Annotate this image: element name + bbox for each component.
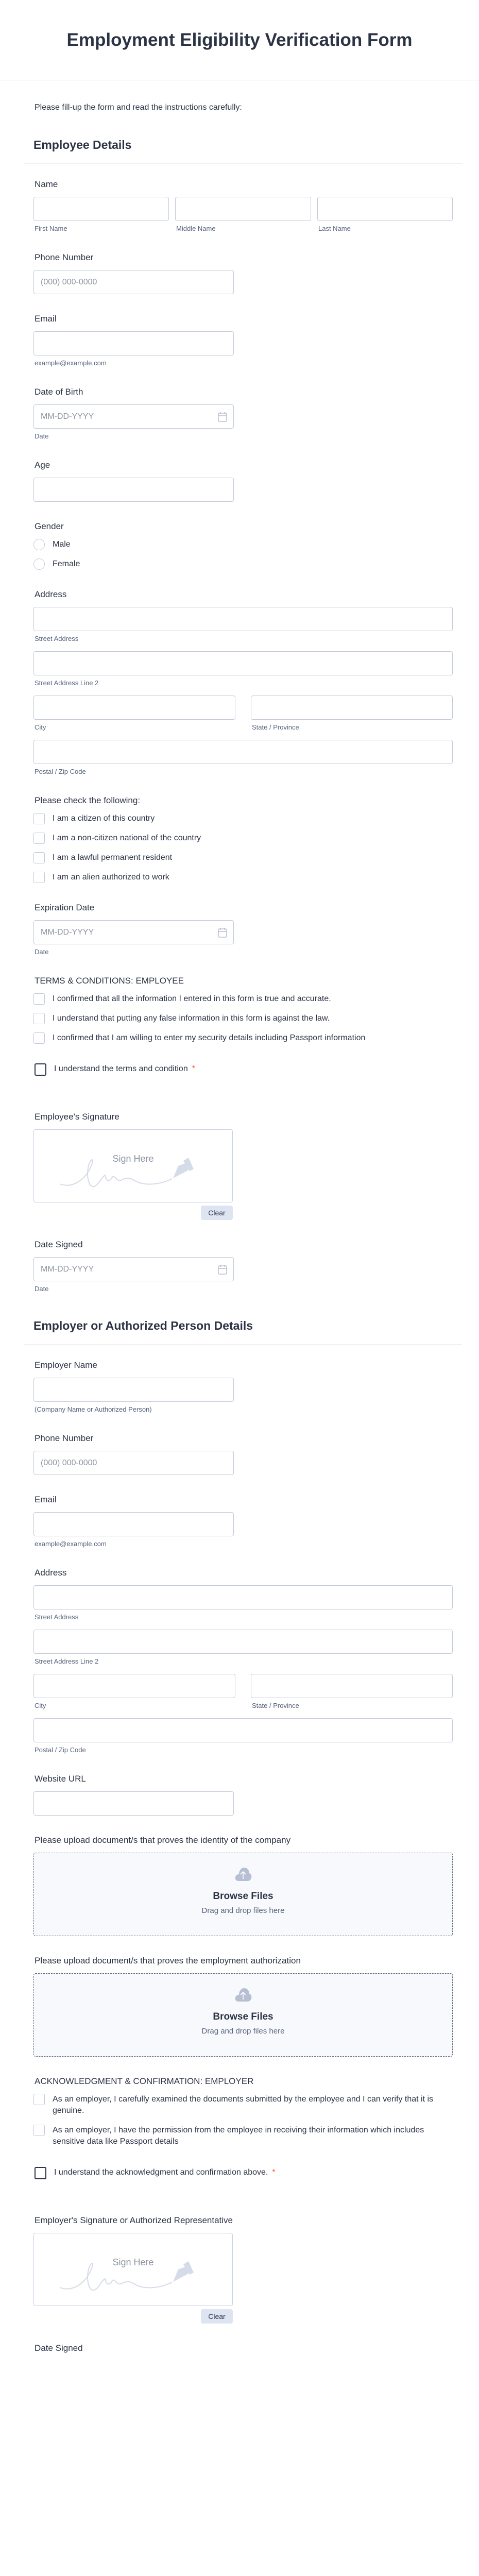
required-asterisk: *	[272, 2168, 276, 2177]
employer-address-field	[33, 1568, 453, 1754]
employer-street-sublabel: Street Address	[35, 1613, 79, 1621]
agree-terms-label	[54, 1063, 195, 1075]
form-title: Employment Eligibility Verification Form	[66, 29, 413, 50]
drag-drop-text: Drag and drop files here	[201, 2027, 285, 2036]
intro-text: Please fill-up the form and read the instructions carefully:	[35, 103, 242, 112]
gender-label: Gender	[35, 521, 64, 531]
employer-phone-field	[33, 1433, 453, 1475]
terms-heading: TERMS & CONDITIONS: EMPLOYEE	[35, 976, 184, 986]
checkbox-alien-authorized-label: I am an alien authorized to work	[53, 873, 169, 882]
employer-street-2-input[interactable]	[33, 1630, 453, 1654]
email-sublabel: example@example.com	[35, 359, 107, 367]
date-signed-field	[33, 1240, 453, 1293]
cloud-upload-icon	[234, 1987, 252, 2003]
expiration-label: Expiration Date	[35, 903, 95, 912]
employer-name-input[interactable]	[33, 1378, 234, 1402]
gender-field	[33, 521, 453, 570]
address-field	[33, 589, 453, 776]
street-address-sublabel: Street Address	[35, 635, 79, 642]
last-name-input[interactable]	[317, 197, 453, 221]
checkbox-alien-authorized[interactable]	[33, 872, 45, 883]
dob-input[interactable]	[33, 404, 234, 429]
age-field	[33, 460, 453, 502]
last-name-sublabel: Last Name	[318, 225, 351, 232]
calendar-icon[interactable]	[218, 1264, 227, 1275]
phone-label: Phone Number	[35, 252, 94, 262]
date-signed-sublabel: Date	[35, 1285, 49, 1293]
phone-field	[33, 252, 453, 294]
website-input[interactable]	[33, 1791, 234, 1816]
first-name-sublabel: First Name	[35, 225, 67, 232]
employer-signature-label: Employer's Signature or Authorized Representative	[35, 2215, 233, 2225]
checkbox-agree-terms[interactable]	[35, 1063, 46, 1076]
clear-signature-button[interactable]: Clear	[201, 1206, 233, 1220]
email-field	[33, 314, 453, 367]
age-label: Age	[35, 460, 50, 470]
checkbox-permanent-resident-label: I am a lawful permanent resident	[53, 853, 173, 862]
expiration-date-input[interactable]	[33, 920, 234, 944]
checkbox-agree-ack[interactable]	[35, 2167, 46, 2179]
checkbox-non-citizen-national[interactable]	[33, 833, 45, 844]
upload-authorization-dropzone[interactable]	[33, 1973, 453, 2057]
checkbox-citizen[interactable]	[33, 813, 45, 824]
browse-files-button[interactable]: Browse Files	[213, 1891, 273, 1902]
employer-signature-field	[33, 2215, 453, 2324]
radio-male[interactable]	[33, 539, 45, 550]
employer-state-input[interactable]	[251, 1674, 453, 1698]
street-address-input[interactable]	[33, 607, 453, 631]
expiration-placeholder: MM-DD-YYYY	[41, 928, 94, 937]
employee-signature-field	[33, 1112, 453, 1220]
form-body	[0, 103, 479, 2381]
agree-ack-text: I understand the acknowledgment and confirmation above.	[54, 2168, 268, 2177]
name-field	[33, 179, 453, 233]
first-name-input[interactable]	[33, 197, 169, 221]
employee-signature-label: Employee's Signature	[35, 1112, 119, 1122]
sign-here-text: Sign Here	[112, 2257, 154, 2267]
checkbox-terms-passport-label: I confirmed that I am willing to enter my security details including Passport information	[53, 1033, 366, 1042]
dob-label: Date of Birth	[35, 387, 83, 397]
employer-street-input[interactable]	[33, 1585, 453, 1609]
employer-email-field	[33, 1495, 453, 1548]
signature-pen-icon	[59, 2259, 213, 2295]
checkbox-ack-permission[interactable]	[33, 2125, 45, 2136]
radio-male-label: Male	[53, 540, 71, 549]
checkbox-terms-accurate[interactable]	[33, 993, 45, 1005]
dob-placeholder: MM-DD-YYYY	[41, 412, 94, 421]
terms-field	[33, 976, 453, 1044]
radio-female[interactable]	[33, 558, 45, 570]
checkbox-permanent-resident[interactable]	[33, 852, 45, 863]
employer-phone-input[interactable]: (000) 000-0000	[33, 1451, 234, 1475]
employer-name-label: Employer Name	[35, 1360, 97, 1370]
middle-name-input[interactable]	[175, 197, 311, 221]
checkbox-ack-examined[interactable]	[33, 2094, 45, 2105]
agree-ack-row	[33, 2167, 453, 2179]
section-divider	[24, 163, 462, 164]
checkbox-terms-law-label: I understand that putting any false information in this form is against the law.	[53, 1014, 330, 1023]
email-input[interactable]	[33, 331, 234, 355]
postal-sublabel: Postal / Zip Code	[35, 768, 86, 775]
employer-email-input[interactable]	[33, 1512, 234, 1536]
agree-terms-row	[33, 1063, 453, 1076]
agree-ack-label	[54, 2167, 276, 2178]
checkbox-ack-permission-label: As an employer, I have the permission from the employee in receiving their information which includes sensitive data like Passport details	[53, 2126, 424, 2146]
upload-identity-dropzone[interactable]	[33, 1853, 453, 1936]
cloud-upload-icon	[234, 1867, 252, 1882]
signature-pen-icon	[59, 1156, 213, 1192]
employer-email-label: Email	[35, 1495, 57, 1504]
street-address-2-sublabel: Street Address Line 2	[35, 679, 99, 687]
employer-phone-label: Phone Number	[35, 1433, 94, 1443]
browse-files-button[interactable]: Browse Files	[213, 2011, 273, 2022]
checkbox-non-citizen-national-label: I am a non-citizen national of the country	[53, 834, 201, 842]
employer-signature-pad[interactable]	[33, 2233, 233, 2306]
employer-name-sublabel: (Company Name or Authorized Person)	[35, 1405, 152, 1413]
upload-identity-label: Please upload document/s that proves the identity of the company	[35, 1835, 291, 1845]
upload-identity-field	[33, 1835, 453, 1936]
date-signed-placeholder: MM-DD-YYYY	[41, 1265, 94, 1274]
checkbox-ack-examined-label: As an employer, I carefully examined the documents submitted by the employee and I can verify that it is genuine.	[53, 2095, 434, 2115]
employer-state-sublabel: State / Province	[252, 1702, 299, 1709]
section-heading-employer: Employer or Authorized Person Details	[33, 1319, 253, 1332]
employer-street-2-sublabel: Street Address Line 2	[35, 1657, 99, 1665]
date-signed-label: Date Signed	[35, 1240, 83, 1249]
expiration-sublabel: Date	[35, 948, 49, 956]
upload-authorization-field	[33, 1956, 453, 2057]
required-asterisk: *	[192, 1064, 195, 1073]
agree-terms-text: I understand the terms and condition	[54, 1064, 188, 1073]
radio-female-label: Female	[53, 560, 80, 568]
employer-date-signed-label: Date Signed	[35, 2343, 83, 2353]
name-label: Name	[35, 179, 58, 189]
checkbox-terms-law[interactable]	[33, 1013, 45, 1024]
phone-input[interactable]: (000) 000-0000	[33, 270, 234, 294]
checkbox-terms-accurate-label: I confirmed that all the information I entered in this form is true and accurate.	[53, 994, 331, 1003]
employer-city-sublabel: City	[35, 1702, 46, 1709]
upload-authorization-label: Please upload document/s that proves the employment authorization	[35, 1956, 301, 1965]
drag-drop-text: Drag and drop files here	[201, 1906, 285, 1915]
dob-field	[33, 387, 453, 440]
status-label: Please check the following:	[35, 795, 141, 805]
address-label: Address	[35, 589, 67, 599]
street-address-2-input[interactable]	[33, 651, 453, 675]
employer-postal-sublabel: Postal / Zip Code	[35, 1746, 86, 1754]
state-sublabel: State / Province	[252, 723, 299, 731]
expiration-field	[33, 903, 453, 956]
state-input[interactable]	[251, 696, 453, 720]
dob-sublabel: Date	[35, 432, 49, 440]
employer-email-sublabel: example@example.com	[35, 1540, 107, 1548]
employer-postal-input[interactable]	[33, 1718, 453, 1742]
city-sublabel: City	[35, 723, 46, 731]
email-label: Email	[35, 314, 57, 324]
status-field	[33, 795, 453, 883]
date-signed-input[interactable]	[33, 1257, 234, 1281]
website-label: Website URL	[35, 1774, 86, 1784]
form-header	[0, 0, 479, 80]
section-divider	[24, 1344, 462, 1345]
employer-address-label: Address	[35, 1568, 67, 1578]
postal-input[interactable]	[33, 740, 453, 764]
employee-signature-pad[interactable]	[33, 1129, 233, 1202]
checkbox-citizen-label: I am a citizen of this country	[53, 814, 155, 823]
checkbox-terms-passport[interactable]	[33, 1032, 45, 1044]
employer-name-field	[33, 1360, 453, 1414]
section-heading-employee: Employee Details	[33, 138, 132, 151]
ack-heading: ACKNOWLEDGMENT & CONFIRMATION: EMPLOYER	[35, 2076, 254, 2086]
calendar-icon[interactable]	[218, 412, 227, 422]
website-field	[33, 1774, 453, 1816]
calendar-icon[interactable]	[218, 927, 227, 938]
sign-here-text: Sign Here	[112, 1154, 154, 1164]
city-input[interactable]	[33, 696, 235, 720]
clear-signature-button[interactable]: Clear	[201, 2309, 233, 2324]
employer-city-input[interactable]	[33, 1674, 235, 1698]
age-input[interactable]	[33, 478, 234, 502]
ack-field	[33, 2076, 453, 2147]
middle-name-sublabel: Middle Name	[176, 225, 216, 232]
